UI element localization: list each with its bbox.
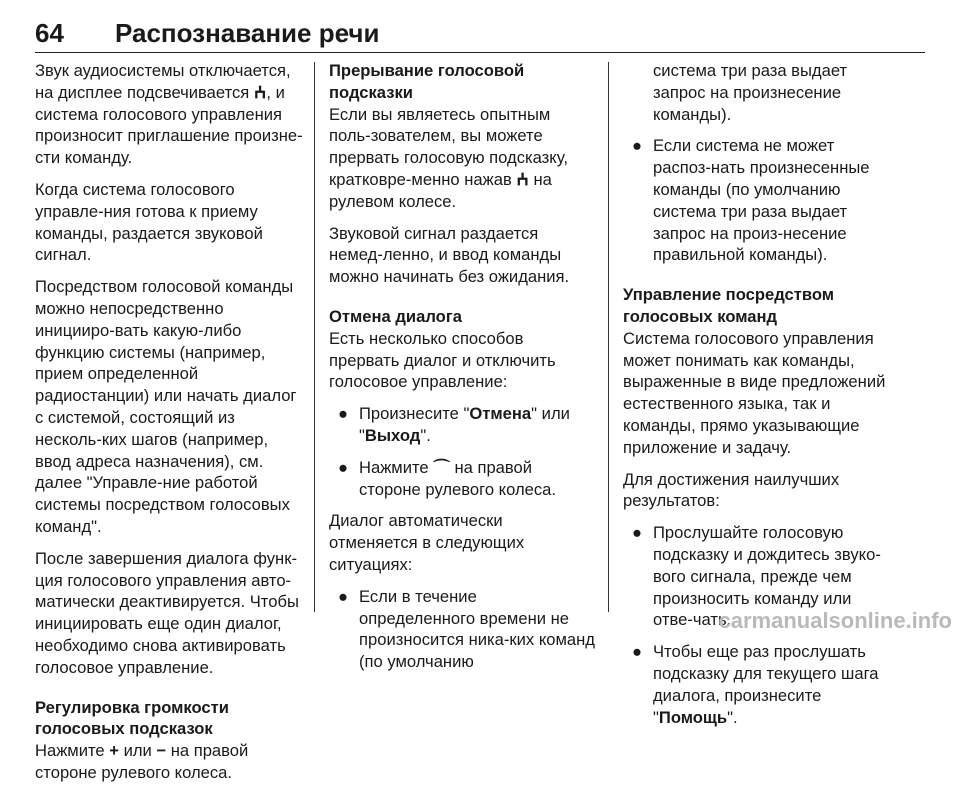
bullet-icon: ● [632,523,643,543]
paragraph-auto-cancel: Диалог автоматически отменяется в следующих ситуациях: [329,511,525,574]
bullet-icon: ● [338,404,349,424]
paragraph-ready: Когда система голосового управле-ния готова к приему команды, раздается звуковой сигнал. [35,179,263,265]
list-item: ● Если в течение определенного времени не произносится ника-ких команд (по умолчанию [338,586,595,672]
auto-cancel-list-cont [623,135,891,266]
minus-icon: − [156,741,167,761]
header-divider [35,52,925,53]
paragraph-manage: Система голосового управления может понимать как команды, выраженные в виде предложений естественного языка, так и команды, прямо указывающие приложение и задачу. [623,328,886,457]
list-item: ● Если система не может распоз-нать произнесенные команды (по умолчанию система три раза выдает запрос на произ-несение правильной команды). [632,136,870,265]
list-item-continuation: система три раза выдает запрос на произнесение команды). [653,61,848,124]
watermark: carmanualsonline.info [718,608,952,633]
page-number: 64 [35,18,64,48]
paragraph-cancel: Есть несколько способов прервать диалог и отключить голосовое управление: [329,328,556,392]
paragraph-volume: Нажмите + или − на правой стороне рулевого колеса. [35,741,249,782]
hang-up-icon: ⌒ [433,457,450,477]
paragraph-beep: Звуковой сигнал раздается немед-ленно, и ввод команды можно начинать без ожидания. [329,223,570,287]
page-title: Распознавание речи [115,18,380,48]
heading-cancel: Отмена диалога [329,306,462,326]
column-divider-1 [314,62,315,612]
bullet-icon: ● [632,642,643,662]
heading-volume: Регулировка громкости голосовых подсказок [35,697,229,739]
paragraph-best: Для достижения наилучших результатов: [623,469,840,511]
paragraph-intro: Звук аудиосистемы отключается, на дисплее подсвечивается ⵄ, и система голосового управления произносит приглашение произне-сти команду. [35,61,303,168]
bullet-icon: ● [338,586,349,606]
bullet-icon: ● [632,136,643,156]
paragraph-interrupt: Если вы являетесь опытным поль-зователем, вы можете прервать голосовую подсказку, кратковре-менно нажав ⵄ на рулевом колесе. [329,104,568,211]
voice-icon: ⵄ [253,82,267,102]
plus-icon: + [109,741,119,761]
page-header [35,18,925,54]
column-divider-2 [608,62,609,612]
column-1 [35,60,303,794]
heading-interrupt: Прерывание голосовой подсказки [329,61,525,102]
column-2 [329,60,595,683]
list-item: ● Произнесите "Отмена" или "Выход". [338,404,570,445]
bullet-icon: ● [338,457,349,477]
list-item: ● Нажмите ⌒ на правой стороне рулевого колеса. [338,457,557,499]
column-3 [623,60,891,738]
list-item: ● Чтобы еще раз прослушать подсказку для текущего шага диалога, произнесите "Помощь". [632,642,879,727]
voice-icon: ⵄ [516,169,529,189]
cancel-list [329,403,595,500]
auto-cancel-list [329,586,595,673]
paragraph-dialog-end: После завершения диалога функ-ция голосового управления авто-матически деактивируется. Чтобы инициировать еще один диалог, необходимо снова активировать голосовое управление. [35,548,299,677]
paragraph-voice-command: Посредством голосовой команды можно непосредственно иницииро-вать какую-либо функцию системы (например, прием определенной радиостанции) или начать диалог с системой, состоящий из несколь-ких шагов (например, ввод адреса назначения), см. далее "Управле-ние работой системы посредством голосовых команд". [35,277,297,536]
heading-manage: Управление посредством голосовых команд [623,285,835,326]
list-item: ● Прослушайте голосовую подсказку и дождитесь звуко-вого сигнала, прежде чем произносить команду или отве-чать. [632,523,881,630]
